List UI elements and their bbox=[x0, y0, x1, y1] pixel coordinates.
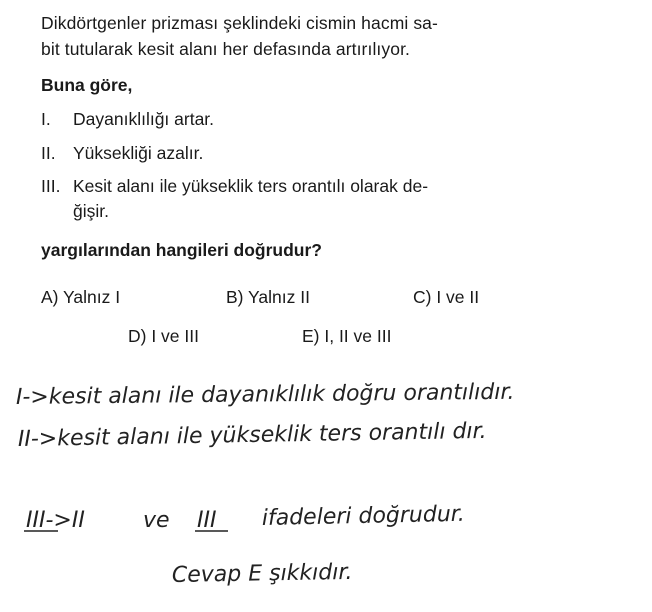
stem-line-2: bit tutularak kesit alanı her defasında artırılıyor. bbox=[41, 39, 410, 59]
option-d: D) I ve III bbox=[128, 326, 199, 346]
statement-1-text: Dayanıklılığı artar. bbox=[73, 109, 215, 129]
handwriting-line-3-ve: ve bbox=[143, 508, 170, 533]
option-c: C) I ve II bbox=[413, 287, 480, 307]
option-a: A) Yalnız I bbox=[41, 287, 121, 307]
option-b: B) Yalnız II bbox=[226, 287, 310, 307]
stem-line-1: Dikdörtgenler prizması şeklindeki cismin hacmi sa- bbox=[41, 13, 438, 33]
handwriting-line-2: II->kesit alanı ile yükseklik ters orantılı dır. bbox=[17, 418, 487, 452]
handwriting-line-3-rest: ifadeleri doğrudur. bbox=[261, 501, 466, 531]
statement-3-numeral: III. bbox=[41, 176, 61, 196]
handwriting-line-1: I->kesit alanı ile dayanıklılık doğru orantılıdır. bbox=[15, 379, 515, 410]
handwriting-line-4: Cevap E şıkkıdır. bbox=[171, 559, 353, 588]
statement-3-text-line-2: ğişir. bbox=[73, 201, 109, 221]
handwriting-line-3-prefix: III->II bbox=[26, 508, 85, 533]
statement-2-text: Yüksekliği azalır. bbox=[73, 143, 204, 163]
handwriting-line-3-num: III bbox=[197, 508, 217, 533]
statement-3-text-line-1: Kesit alanı ile yükseklik ters orantılı olarak de- bbox=[73, 176, 429, 196]
lead-text: Buna göre, bbox=[41, 75, 133, 95]
statement-1-numeral: I. bbox=[41, 109, 51, 129]
question-prompt: yargılarından hangileri doğrudur? bbox=[41, 240, 322, 260]
option-e: E) I, II ve III bbox=[302, 326, 392, 346]
statement-2-numeral: II. bbox=[41, 143, 56, 163]
